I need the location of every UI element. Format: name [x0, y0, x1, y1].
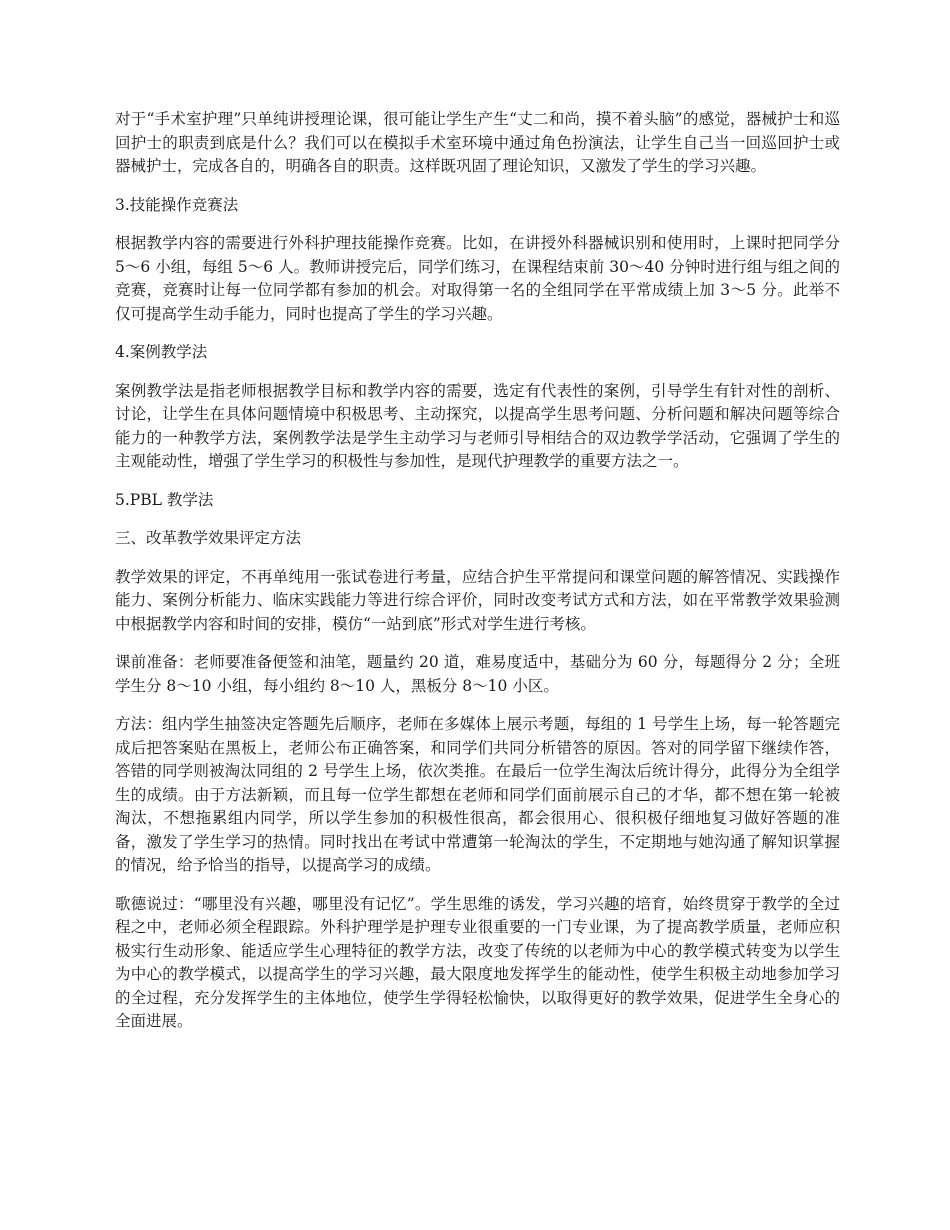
heading-pbl: 5.PBL 教学法	[115, 490, 214, 509]
heading-skill-competition: 3.技能操作竞赛法	[115, 195, 239, 214]
paragraph-skill-competition: 根据教学内容的需要进行外科护理技能操作竞赛。比如，在讲授外科器械识别和使用时，上课时把同学分 5～6 小组，每组 5～6 人。教师讲授完后，同学们练习，在课程结束前 30～40 分钟时进行组与组之间的竞赛，竞赛时让每一位同学都有参加的机会。对取得第一名的全组同学在平常成绩上加 3～5 分。此举不仅可提高学生动手能力，同时也提高了学生的学习兴趣。	[115, 234, 840, 323]
paragraph-role-play: 对于“手术室护理”只单纯讲授理论课，很可能让学生产生“丈二和尚，摸不着头脑”的感觉，器械护士和巡回护士的职责到底是什么？我们可以在模拟手术室环境中通过角色扮演法，让学生自己当一回巡回护士或器械护士，完成各自的，明确各自的职责。这样既巩固了理论知识，又激发了学生的学习兴趣。	[115, 110, 840, 175]
paragraph-preparation: 课前准备：老师要准备便签和油笔，题量约 20 道，难易度适中，基础分为 60 分，每题得分 2 分；全班学生分 8～10 小组，每小组约 8～10 人，黑板分 8～10 小区。	[115, 653, 840, 695]
paragraph-evaluation: 教学效果的评定，不再单纯用一张试卷进行考量，应结合护生平常提问和课堂问题的解答情况、实践操作能力、案例分析能力、临床实践能力等进行综合评价，同时改变考试方式和方法，如在平常教学效果验测中根据教学内容和时间的安排，模仿“一站到底”形式对学生进行考核。	[115, 567, 840, 633]
paragraph-case-teaching: 案例教学法是指老师根据教学目标和教学内容的需要，选定有代表性的案例，引导学生有针对性的剖析、讨论，让学生在具体问题情境中积极思考、主动探究，以提高学生思考问题、分析问题和解决问题等综合能力的一种教学方法，案例教学法是学生主动学习与老师引导相结合的双边教学学活动，它强调了学生的主观能动性，增强了学生学习的积极性与参加性，是现代护理教学的重要方法之一。	[115, 381, 840, 470]
document-body	[115, 108, 840, 1049]
paragraph-conclusion: 歌德说过：“哪里没有兴趣，哪里没有记忆”。学生思维的诱发，学习兴趣的培育，始终贯穿于教学的全过程之中，老师必须全程跟踪。外科护理学是护理专业很重要的一门专业课，为了提高教学质量，老师应积极实行生动形象、能适应学生心理特征的教学方法，改变了传统的以老师为中心的教学模式转变为以学生为中心的教学模式，以提高学生的学习兴趣，最大限度地发挥学生的能动性，使学生积极主动地参加学习的全过程，充分发挥学生的主体地位，使学生学得轻松愉快，以取得更好的教学效果，促进学生全身心的全面进展。	[115, 894, 840, 1030]
heading-evaluation-reform: 三、改革教学效果评定方法	[115, 529, 302, 547]
paragraph-method: 方法：组内学生抽签决定答题先后顺序，老师在多媒体上展示考题，每组的 1 号学生上场，每一轮答题完成后把答案贴在黑板上，老师公布正确答案，和同学们共同分析错答的原因。答对的同学留下继续作答，答错的同学则被淘汰同组的 2 号学生上场，依次类推。在最后一位学生淘汰后统计得分，此得分为全组学生的成绩。由于方法新颖，而且每一位学生都想在老师和同学们面前展示自己的才华，都不想在第一轮被淘汰，不想拖累组内同学，所以学生参加的积极性很高，都会很用心、很积极仔细地复习做好答题的准备，激发了学生学习的热情。同时找出在考试中常遭第一轮淘汰的学生，不定期地与她沟通了解知识掌握的情况，给予恰当的指导，以提高学习的成绩。	[115, 715, 840, 874]
heading-case-teaching: 4.案例教学法	[115, 343, 208, 361]
